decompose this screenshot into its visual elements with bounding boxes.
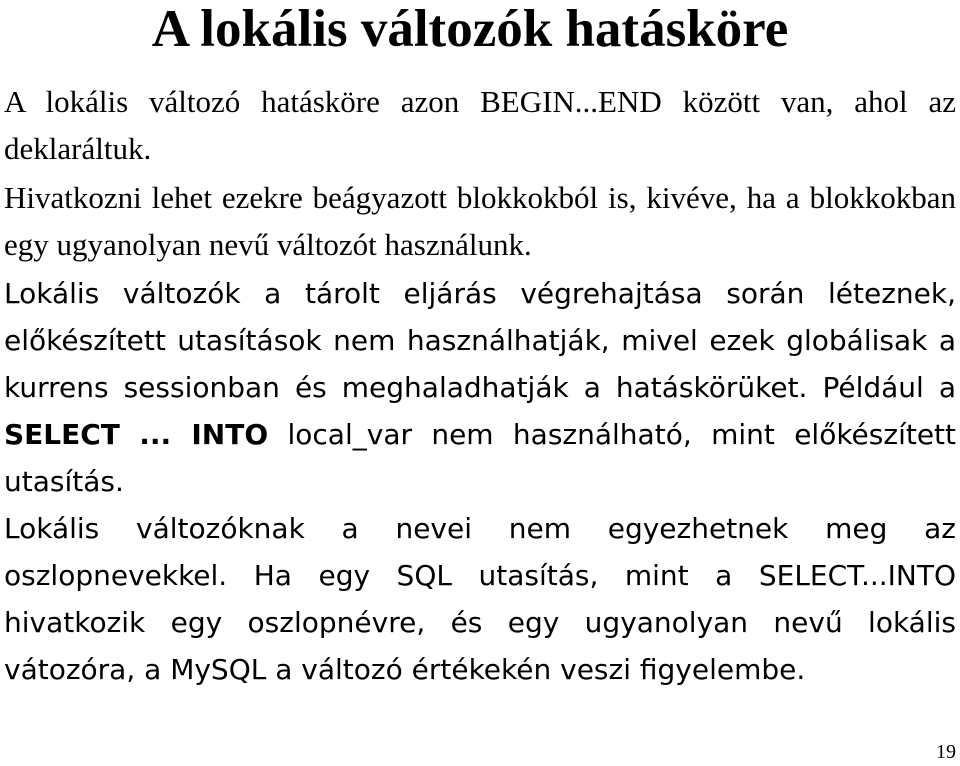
slide-content	[4, 78, 956, 695]
p3-keyword-select: SELECT	[4, 418, 120, 451]
slide-title: A lokális változók hatásköre	[151, 0, 789, 58]
paragraph-scope: A lokális változó hatásköre azon BEGIN...END között van, ahol az deklaráltuk.	[4, 84, 956, 166]
paragraph-prepared-statements	[4, 270, 956, 505]
page-number: 19	[936, 741, 956, 763]
p3-text-1: Lokális változók a tárolt eljárás végrehajtása során léteznek, előkészített utasítások nem használhatják, mivel ezek globálisak a kurrens sessionban és meghaladhatják a hatáskörüket. Például a	[4, 277, 956, 404]
p3-text-3: local_var nem használható, mint előkészített utasítás.	[4, 418, 957, 498]
paragraph-nested-blocks: Hivatkozni lehet ezekre beágyazott blokkokból is, kivéve, ha a blokkokban egy ugyanolyan nevű változót használunk.	[4, 180, 956, 262]
paragraph-column-names: Lokális változóknak a nevei nem egyezhetnek meg az oszlopnevekkel. Ha egy SQL utasítás, mint a SELECT...INTO hivatkozik egy oszlopnévre, és egy ugyanolyan nevű lokális vátozóra, a MySQL a változó értékekén veszi figyelembe.	[4, 512, 956, 686]
p3-text-2	[120, 418, 139, 451]
p3-keyword-into: ... INTO	[139, 418, 269, 451]
